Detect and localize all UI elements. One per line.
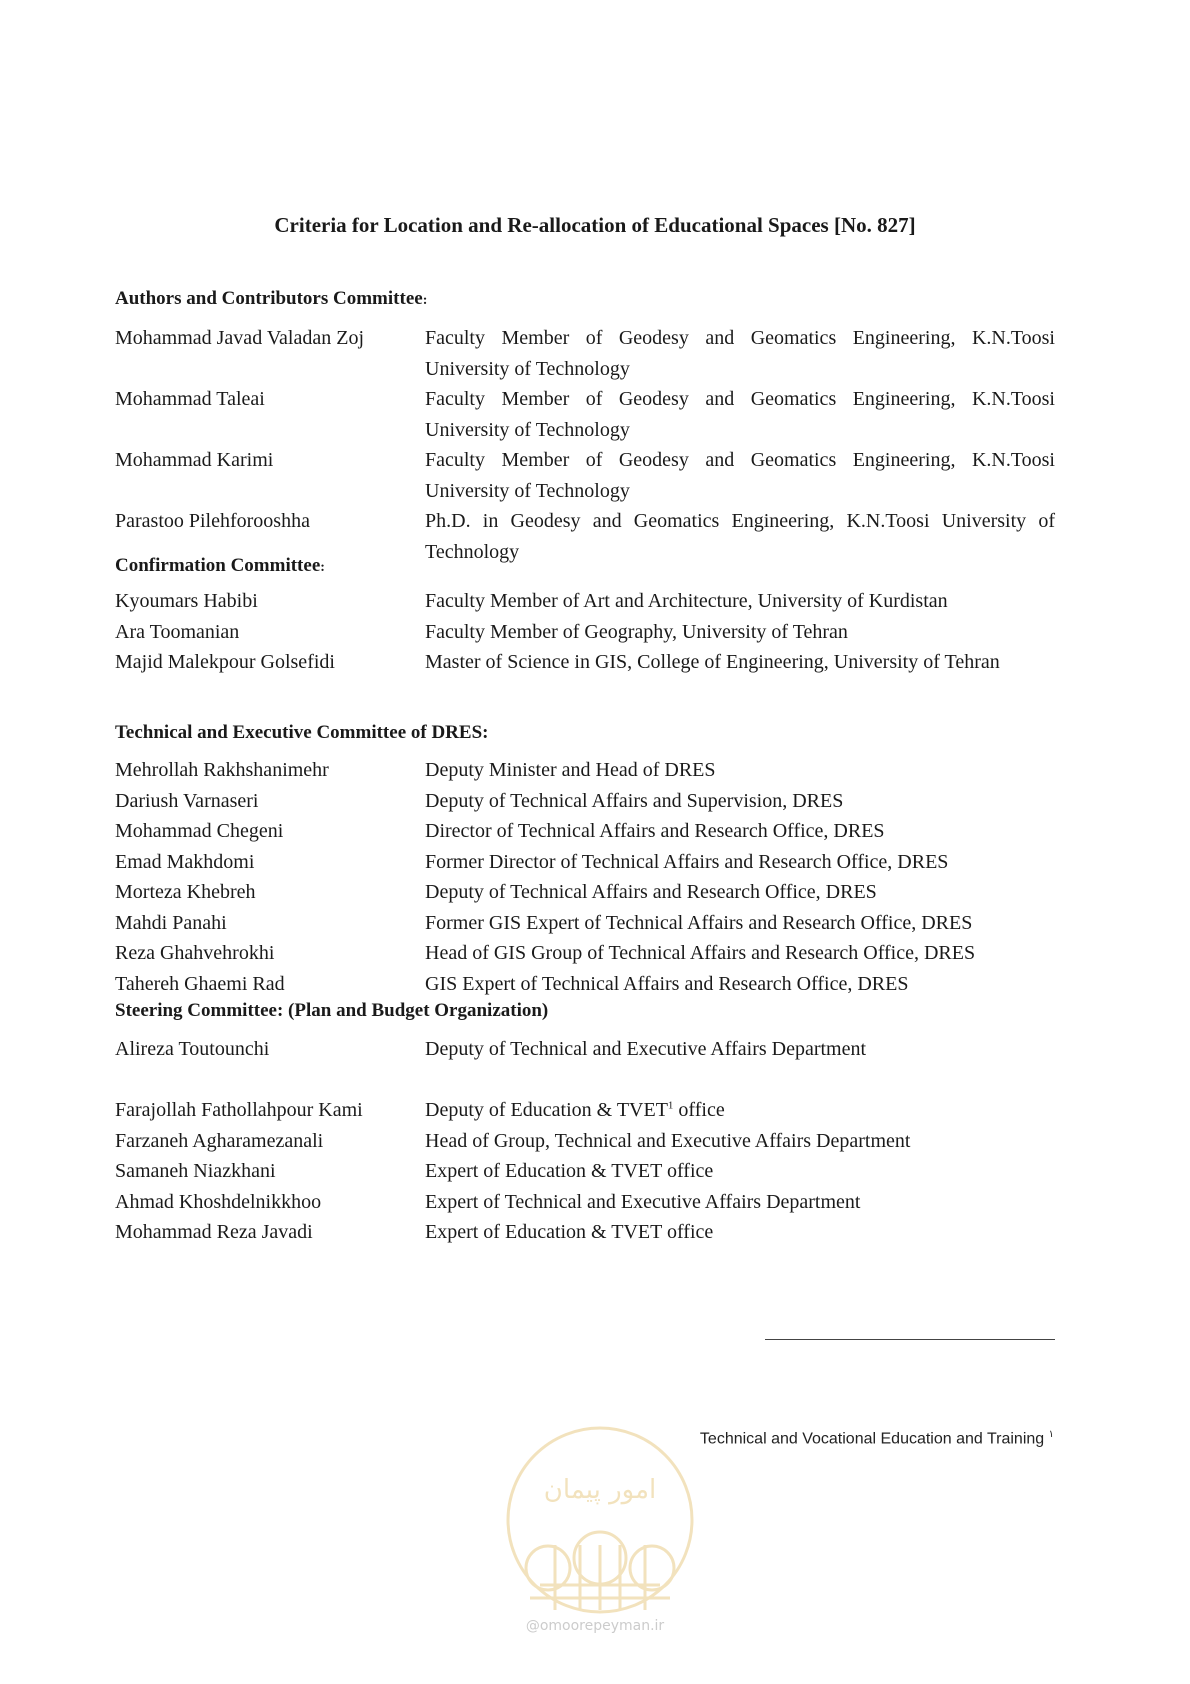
person-role: Expert of Technical and Executive Affairs Department — [425, 1190, 861, 1213]
section-heading-steering: Steering Committee: (Plan and Budget Organization) — [115, 1000, 549, 1021]
person-role: Deputy of Technical Affairs and Research Office, DRES — [425, 881, 877, 903]
watermark-logo — [500, 1420, 700, 1620]
person-role: GIS Expert of Technical Affairs and Research Office, DRES — [425, 972, 909, 995]
person-name: Dariush Varnaseri — [115, 789, 259, 812]
person-row — [115, 1217, 1055, 1248]
person-role: Former Director of Technical Affairs and Research Office, DRES — [425, 850, 949, 873]
person-row — [115, 384, 1055, 445]
person-role: Head of Group, Technical and Executive Affairs Department — [425, 1129, 911, 1152]
person-name: Kyoumars Habibi — [115, 590, 258, 612]
watermark-site: @omoorepeyman.ir — [525, 1618, 665, 1634]
person-role: Director of Technical Affairs and Research Office, DRES — [425, 820, 885, 842]
role-text: Deputy of Education & TVET — [425, 1099, 668, 1121]
section-heading-technical: Technical and Executive Committee of DRES: — [115, 722, 489, 743]
person-name: Mehrollah Rakhshanimehr — [115, 759, 329, 781]
person-row — [115, 969, 1055, 1000]
person-name: Ahmad Khoshdelnikkhoo — [115, 1190, 322, 1213]
heading-colon: : — [422, 293, 428, 308]
steering-list — [115, 1095, 1055, 1248]
person-name: Parastoo Pilehforooshha — [115, 510, 310, 532]
person-row — [115, 1095, 1055, 1126]
person-row — [115, 908, 1055, 939]
person-row — [115, 323, 1055, 384]
person-name: Ara Toomanian — [115, 620, 240, 643]
person-name: Majid Malekpour Golsefidi — [115, 651, 335, 673]
person-role — [425, 1095, 1055, 1126]
steering-first-row-wrap — [115, 1034, 1055, 1065]
section-heading-authors — [115, 288, 427, 310]
person-row — [115, 617, 1055, 648]
person-row — [115, 786, 1055, 817]
person-row — [115, 938, 1055, 969]
person-role: Faculty Member of Geography, University of Tehran — [425, 620, 848, 643]
person-name: Samaneh Niazkhani — [115, 1160, 276, 1182]
technical-list — [115, 755, 1055, 999]
footnote-text: Technical and Vocational Education and Training — [699, 1430, 1045, 1448]
section-heading-confirmation — [115, 555, 325, 577]
person-row — [115, 1034, 1055, 1065]
person-role: Deputy of Technical Affairs and Supervision, DRES — [425, 789, 844, 812]
person-name: Mohammad Javad Valadan Zoj — [115, 327, 365, 349]
person-role: Faculty Member of Geodesy and Geomatics Engineering, K.N.Toosi University of Technology — [425, 388, 1055, 441]
person-row — [115, 816, 1055, 847]
person-name: Reza Ghahvehrokhi — [115, 942, 275, 964]
person-name: Alireza Toutounchi — [115, 1038, 270, 1060]
confirmation-list — [115, 586, 1055, 678]
person-row — [115, 847, 1055, 878]
person-row — [115, 586, 1055, 617]
person-name: Farajollah Fathollahpour Kami — [115, 1099, 363, 1121]
person-row — [115, 877, 1055, 908]
person-role: Ph.D. in Geodesy and Geomatics Engineering, K.N.Toosi University of Technology — [425, 510, 1055, 563]
footnote-mark: ١ — [1048, 1429, 1054, 1440]
person-name: Mohammad Taleai — [115, 388, 265, 410]
person-role: Former GIS Expert of Technical Affairs and Research Office, DRES — [425, 911, 973, 934]
person-row — [115, 755, 1055, 786]
role-text-after: office — [673, 1099, 725, 1121]
person-role: Expert of Education & TVET office — [425, 1160, 714, 1182]
person-name: Emad Makhdomi — [115, 850, 255, 873]
footnote-ref: 1 — [667, 1099, 674, 1112]
person-role: Deputy Minister and Head of DRES — [425, 759, 716, 781]
document-title: Criteria for Location and Re-allocation of Educational Spaces [No. 827] — [274, 213, 916, 237]
person-name: Morteza Khebreh — [115, 881, 256, 903]
footnote-divider — [765, 1339, 1055, 1340]
person-name: Mohammad Karimi — [115, 449, 274, 471]
person-role: Expert of Education & TVET office — [425, 1221, 714, 1243]
person-row — [115, 1156, 1055, 1187]
person-role: Master of Science in GIS, College of Engineering, University of Tehran — [425, 651, 1000, 673]
person-role: Faculty Member of Geodesy and Geomatics Engineering, K.N.Toosi University of Technology — [425, 327, 1055, 380]
heading-colon: : — [320, 560, 325, 575]
person-name: Farzaneh Agharamezanali — [115, 1129, 324, 1152]
watermark-logo-text: امور پیمان — [543, 1475, 657, 1505]
person-name: Mohammad Chegeni — [115, 820, 284, 842]
authors-list — [115, 323, 1055, 567]
person-name: Mohammad Reza Javadi — [115, 1221, 313, 1243]
person-role: Faculty Member of Art and Architecture, University of Kurdistan — [425, 590, 948, 612]
person-row — [115, 1187, 1055, 1218]
person-row — [115, 1126, 1055, 1157]
person-role: Deputy of Technical and Executive Affairs Department — [425, 1038, 867, 1060]
person-role: Faculty Member of Geodesy and Geomatics Engineering, K.N.Toosi University of Technology — [425, 449, 1055, 502]
person-name: Tahereh Ghaemi Rad — [115, 972, 285, 995]
heading-text: Confirmation Committee — [115, 555, 321, 576]
person-role: Head of GIS Group of Technical Affairs and Research Office, DRES — [425, 942, 976, 964]
person-name: Mahdi Panahi — [115, 911, 227, 934]
person-row — [115, 647, 1055, 678]
person-row — [115, 445, 1055, 506]
steering-rows — [115, 1126, 1055, 1248]
heading-text: Authors and Contributors Committee — [115, 288, 423, 309]
